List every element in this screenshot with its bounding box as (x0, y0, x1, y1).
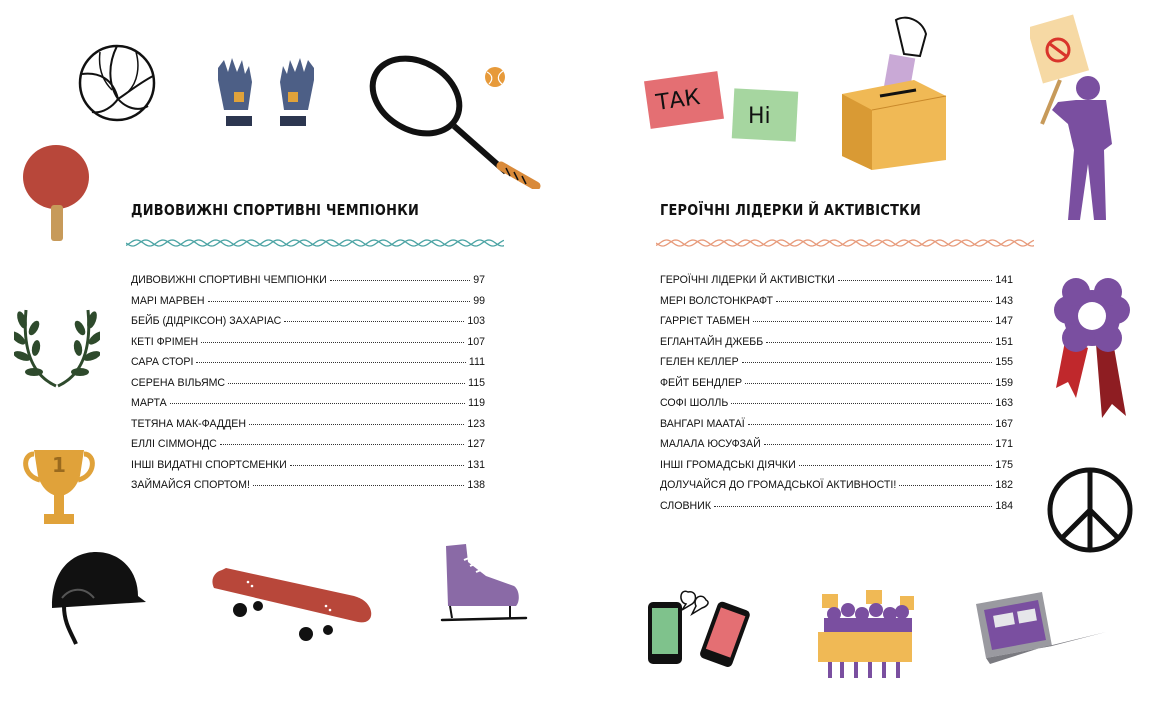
wave-divider-right (656, 237, 1034, 249)
toc-entry[interactable] (131, 459, 485, 480)
toc-entry-title: МАЛАЛА ЮСУФЗАЙ (660, 438, 761, 450)
toc-entry-title: ДИВОВИЖНІ СПОРТИВНІ ЧЕМПІОНКИ (131, 274, 327, 286)
toc-entry-page: 115 (468, 376, 485, 389)
toc-entry-page: 163 (995, 397, 1013, 409)
toc-entry[interactable] (131, 397, 485, 418)
toc-entry[interactable] (660, 295, 1013, 316)
tennis-ball-icon (484, 66, 506, 88)
toc-entry[interactable] (660, 459, 1013, 480)
toc-entry-page: 151 (995, 335, 1013, 348)
toc-entry-title: ГЕРОЇЧНІ ЛІДЕРКИ Й АКТИВІСТКИ (660, 274, 835, 286)
toc-dot-leader (253, 485, 464, 486)
vote-no-label: Ні (748, 104, 771, 129)
toc-entry-page: 182 (995, 479, 1013, 491)
toc-entry-page: 175 (995, 458, 1013, 471)
toc-dot-leader (838, 280, 993, 281)
rosette-icon (1046, 278, 1138, 428)
toc-dot-leader (290, 465, 465, 466)
toc-entry-title: ТЕТЯНА МАК-ФАДДЕН (131, 417, 246, 430)
toc-entry-title: БЕЙБ (ДІДРІКСОН) ЗАХАРІАС (131, 315, 282, 327)
toc-entry-title: ВАНГАРІ МААТАЇ (660, 417, 745, 430)
toc-entry-title: ІНШІ ВИДАТНІ СПОРТСМЕНКИ (131, 458, 287, 471)
toc-entry-page: 147 (995, 315, 1013, 327)
toc-entry[interactable] (660, 438, 1013, 459)
toc-entry-title: ГЕЛЕН КЕЛЛЕР (660, 356, 739, 368)
toc-entry-page: 141 (995, 274, 1013, 286)
toc-entry[interactable] (660, 336, 1013, 357)
toc-dot-leader (742, 362, 993, 363)
toc-entry[interactable] (131, 274, 485, 295)
wave-divider-left (126, 237, 504, 249)
toc-dot-leader (228, 383, 465, 384)
toc-entry[interactable] (131, 356, 485, 377)
toc-entry-page: 127 (467, 438, 485, 450)
toc-entry-page: 131 (467, 458, 485, 471)
toc-entry-title: ДОЛУЧАЙСЯ ДО ГРОМАДСЬКОЇ АКТИВНОСТІ! (660, 479, 897, 491)
toc-entry-title: СЕРЕНА ВІЛЬЯМС (131, 376, 226, 389)
toc-entry[interactable] (660, 274, 1013, 295)
toc-dot-leader (776, 301, 992, 302)
toc-entry[interactable] (660, 479, 1013, 500)
toc-entry-title: ІНШІ ГРОМАДСЬКІ ДІЯЧКИ (660, 458, 796, 471)
toc-entry[interactable] (131, 295, 485, 316)
toc-dot-leader (170, 403, 465, 404)
toc-entry[interactable] (131, 479, 485, 500)
toc-entry-page: 123 (467, 417, 485, 430)
toc-dot-leader (714, 506, 992, 507)
toc-list-activists (660, 274, 1013, 520)
toc-entry[interactable] (131, 315, 485, 336)
toc-entry-title: ЕЛЛІ СІММОНДС (131, 438, 217, 450)
phones-chat-icon (640, 582, 760, 672)
toc-entry-title: ГАРРІЄТ ТАБМЕН (660, 315, 750, 327)
toc-entry-page: 97 (473, 274, 485, 286)
toc-dot-leader (208, 301, 471, 302)
toc-dot-leader (745, 383, 992, 384)
toc-entry-title: СЛОВНИК (660, 499, 711, 512)
riding-helmet-icon (46, 548, 150, 650)
toc-entry[interactable] (131, 418, 485, 439)
toc-entry-page: 143 (995, 294, 1013, 307)
toc-entry-title: СОФІ ШОЛЛЬ (660, 397, 729, 409)
gloves-icon (212, 58, 320, 130)
toc-entry-title: КЕТІ ФРІМЕН (131, 335, 199, 348)
toc-entry-title: ФЕЙТ БЕНДЛЕР (660, 376, 743, 389)
toc-entry-title: ЗАЙМАЙСЯ СПОРТОМ! (131, 479, 250, 491)
laptop-icon (970, 588, 1110, 674)
toc-dot-leader (764, 444, 993, 445)
toc-entry-page: 167 (995, 417, 1013, 430)
toc-entry-page: 159 (995, 376, 1013, 389)
toc-entry[interactable] (660, 500, 1013, 521)
toc-list-sports (131, 274, 485, 500)
toc-dot-leader (249, 424, 464, 425)
toc-entry[interactable] (660, 377, 1013, 398)
toc-entry-page: 155 (995, 356, 1013, 368)
toc-entry-page: 184 (995, 499, 1013, 512)
laurel-wreath-icon (14, 300, 100, 390)
toc-entry-page: 138 (467, 479, 485, 491)
toc-entry[interactable] (131, 336, 485, 357)
toc-entry[interactable] (660, 397, 1013, 418)
toc-dot-leader (196, 362, 465, 363)
toc-entry-page: 171 (995, 438, 1013, 450)
toc-entry-page: 103 (467, 315, 485, 327)
toc-dot-leader (284, 321, 464, 322)
toc-dot-leader (330, 280, 470, 281)
protester-icon (1030, 14, 1140, 226)
section-heading-activists: ГЕРОЇЧНІ ЛІДЕРКИ Й АКТИВІСТКИ (660, 201, 922, 219)
toc-dot-leader (899, 485, 992, 486)
toc-dot-leader (731, 403, 992, 404)
toc-entry[interactable] (660, 418, 1013, 439)
trophy-number: 1 (52, 453, 66, 477)
toc-entry-page: 107 (467, 335, 485, 348)
toc-entry-title: САРА СТОРІ (131, 356, 194, 368)
toc-dot-leader (220, 444, 464, 445)
peace-sign-icon (1046, 466, 1134, 554)
vote-yes-label: ТАК (654, 85, 702, 116)
toc-dot-leader (748, 424, 993, 425)
toc-entry-page: 119 (468, 397, 485, 409)
toc-entry-title: МАРІ МАРВЕН (131, 294, 205, 307)
toc-entry[interactable] (660, 356, 1013, 377)
toc-entry-page: 111 (468, 356, 485, 368)
toc-entry-page: 99 (473, 294, 485, 307)
section-heading-sports: ДИВОВИЖНІ СПОРТИВНІ ЧЕМПІОНКИ (131, 201, 420, 219)
toc-entry-title: МАРТА (131, 397, 167, 409)
ballot-box-icon (836, 10, 952, 172)
toc-entry[interactable] (660, 315, 1013, 336)
toc-entry[interactable] (131, 438, 485, 459)
toc-dot-leader (799, 465, 993, 466)
toc-entry-title: ЕГЛАНТАЙН ДЖЕББ (660, 335, 764, 348)
tennis-racket-icon (366, 54, 546, 189)
toc-dot-leader (201, 342, 464, 343)
toc-entry[interactable] (131, 377, 485, 398)
protest-crowd-icon (814, 588, 920, 682)
ping-pong-paddle-icon (22, 143, 92, 243)
toc-entry-title: МЕРІ ВОЛСТОНКРАФТ (660, 294, 773, 307)
volleyball-icon (78, 44, 156, 122)
skateboard-icon (208, 564, 374, 644)
ice-skate-icon (440, 542, 530, 628)
toc-dot-leader (766, 342, 992, 343)
toc-dot-leader (753, 321, 992, 322)
